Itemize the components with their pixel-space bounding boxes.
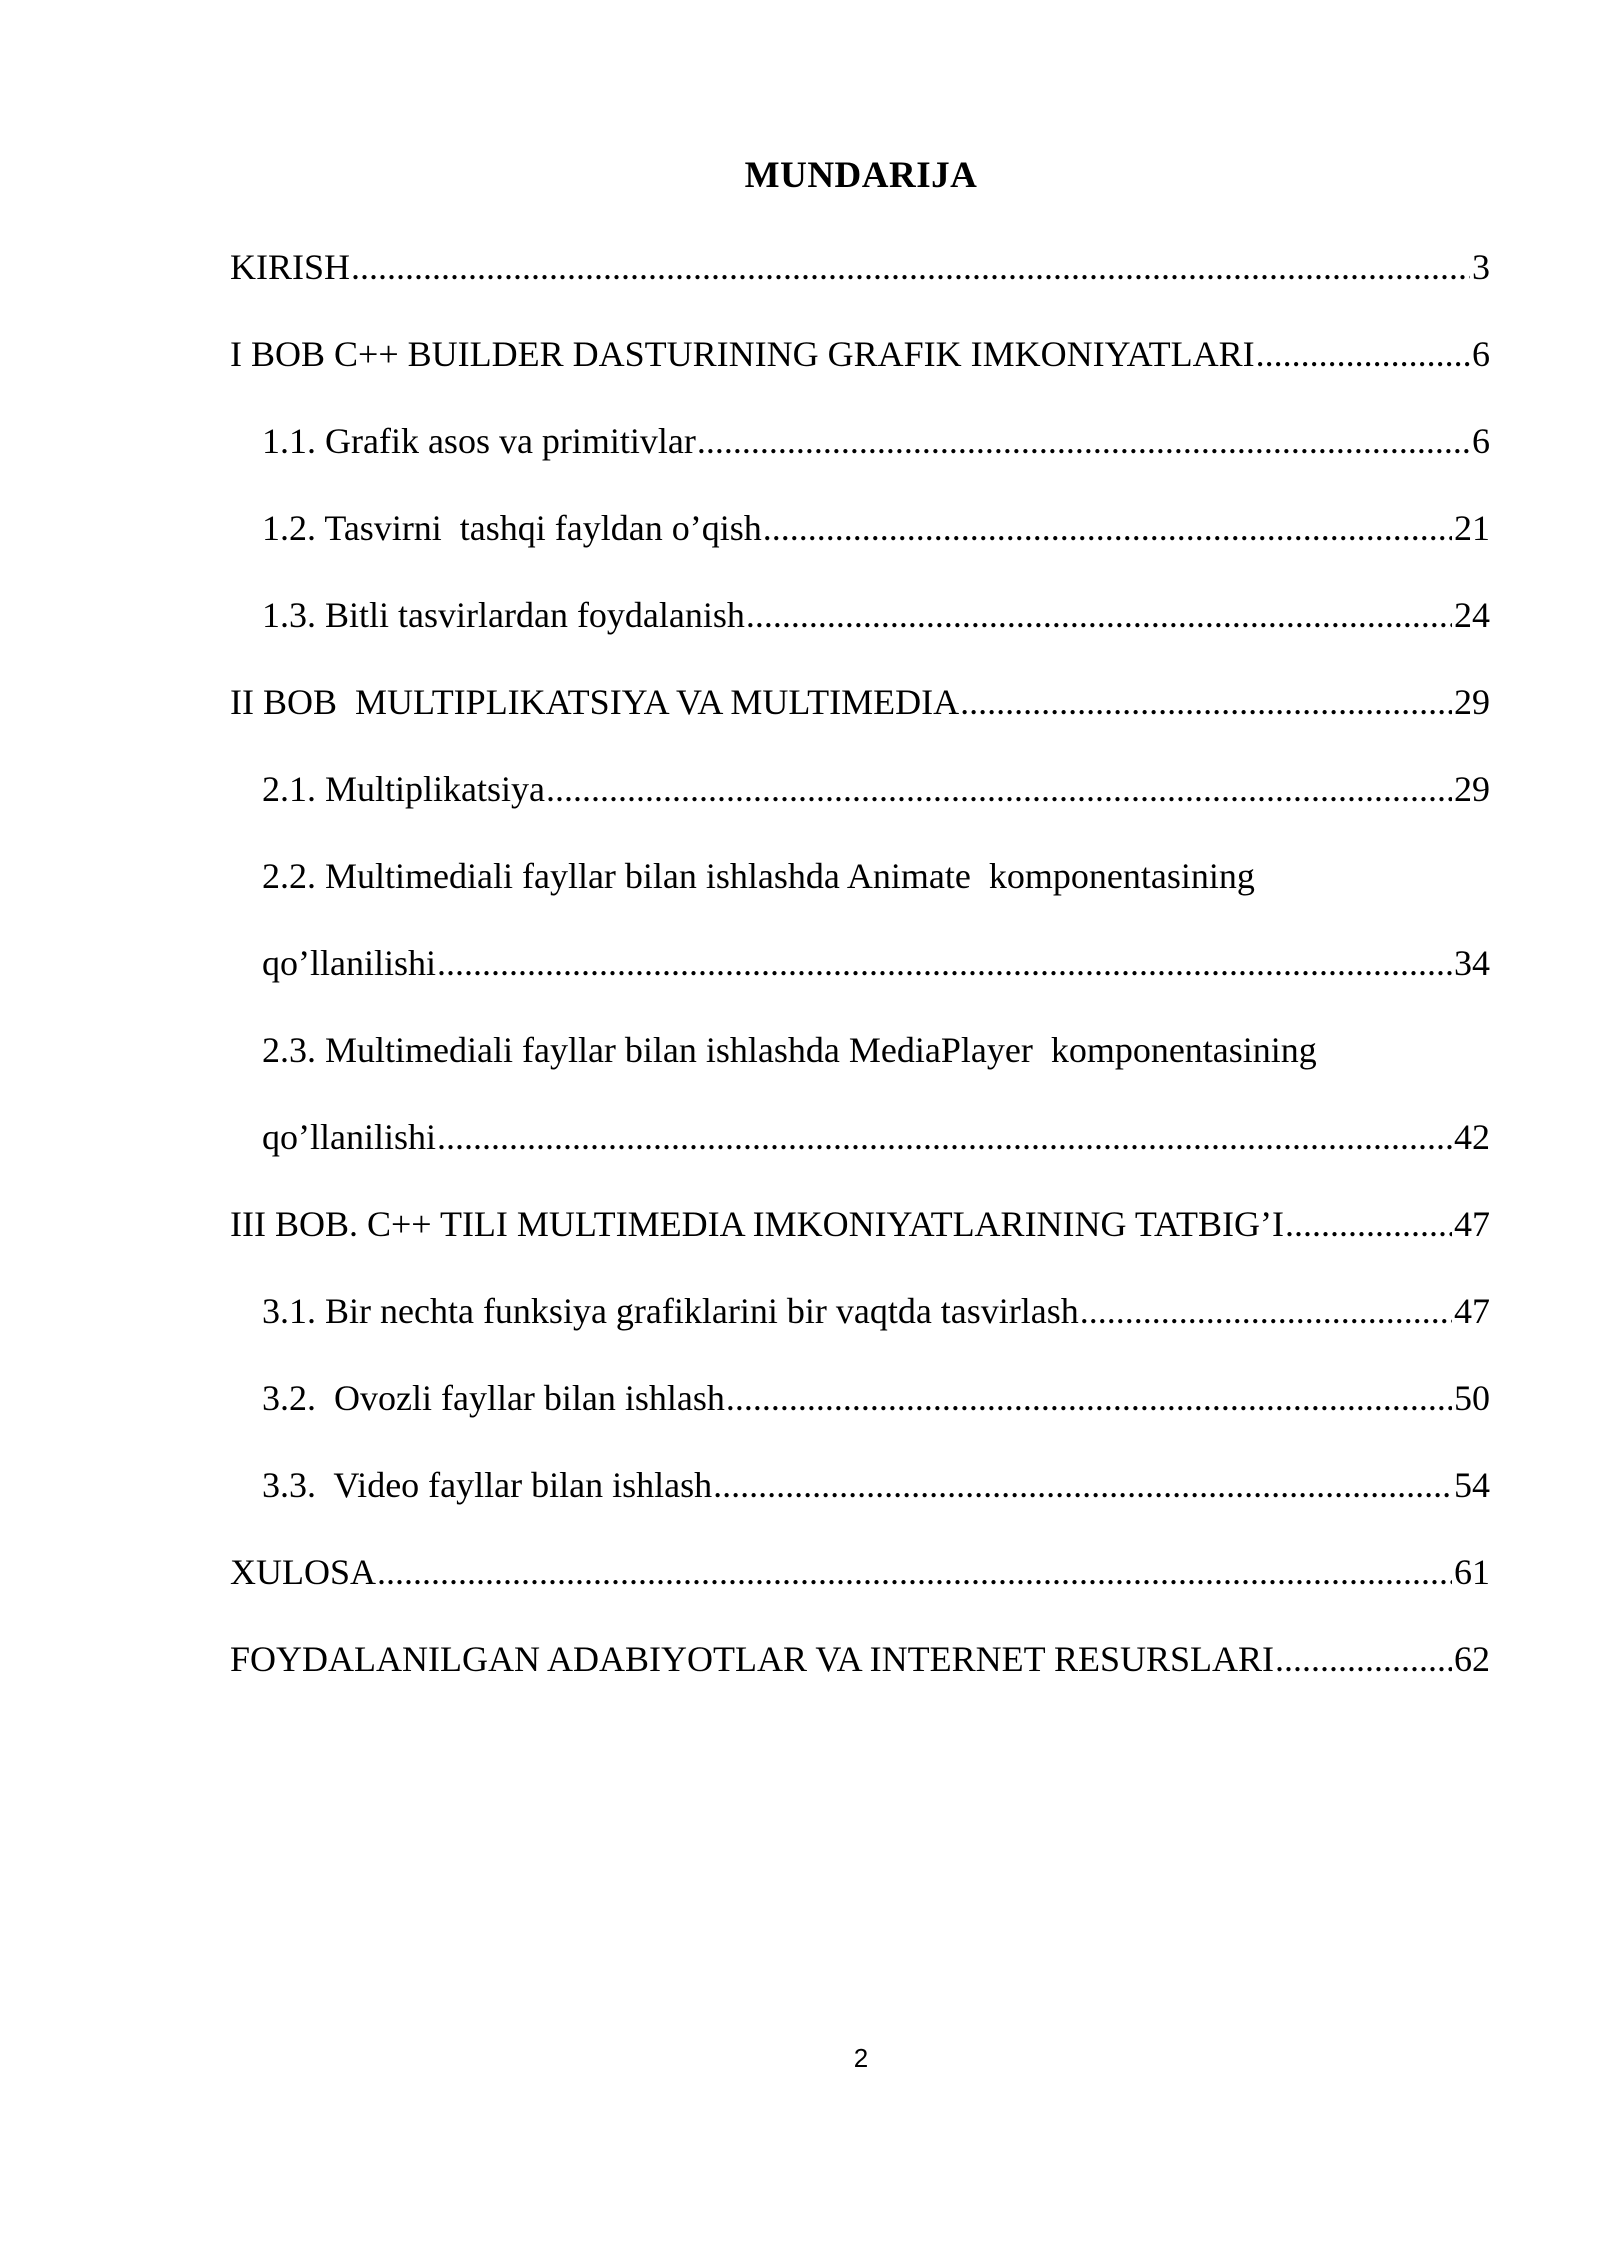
toc-entry-2-3-line-1[interactable] bbox=[230, 1007, 1490, 1094]
toc-entry-2-3-line-2[interactable] bbox=[230, 1094, 1490, 1181]
toc-entry-label-line-1: 2.3. Multimediali fayllar bilan ishlashda MediaPlayer komponentasining bbox=[262, 1030, 1317, 1070]
toc-entry-page: 62 bbox=[1454, 1639, 1490, 1679]
dot-leader bbox=[1274, 1616, 1452, 1703]
toc-entry-page: 21 bbox=[1454, 508, 1490, 548]
dot-leader bbox=[1284, 1181, 1452, 1268]
page-title: MUNDARIJA bbox=[744, 155, 978, 196]
toc-entry-label: qo’llanilishi bbox=[262, 1117, 436, 1157]
toc-entry-page: 6 bbox=[1472, 421, 1490, 461]
toc-entry-xulosa[interactable] bbox=[230, 1529, 1490, 1616]
toc-entry-label: 2.1. Multiplikatsiya bbox=[262, 769, 545, 809]
toc-entry-label-line-1: 2.2. Multimediali fayllar bilan ishlashda Animate komponentasining bbox=[262, 856, 1255, 896]
toc-entry-label: XULOSA bbox=[230, 1552, 377, 1592]
toc-entry-label: 3.3. Video fayllar bilan ishlash bbox=[262, 1465, 713, 1505]
dot-leader bbox=[762, 485, 1452, 572]
toc-entry-1-2[interactable] bbox=[230, 485, 1490, 572]
toc-entry-kirish[interactable] bbox=[230, 224, 1490, 311]
table-of-contents bbox=[230, 224, 1490, 1703]
toc-entry-label: II BOB MULTIPLIKATSIYA VA MULTIMEDIA bbox=[230, 682, 960, 722]
toc-entry-page: 47 bbox=[1454, 1291, 1490, 1331]
dot-leader bbox=[959, 659, 1452, 746]
toc-entry-1-3[interactable] bbox=[230, 572, 1490, 659]
toc-entry-page: 34 bbox=[1454, 943, 1490, 983]
toc-entry-label: KIRISH bbox=[230, 247, 351, 287]
toc-entry-label: 1.3. Bitli tasvirlardan foydalanish bbox=[262, 595, 745, 635]
dot-leader bbox=[545, 746, 1452, 833]
toc-entry-2-2-line-2[interactable] bbox=[230, 920, 1490, 1007]
dot-leader bbox=[436, 920, 1452, 1007]
toc-entry-chapter-3[interactable] bbox=[230, 1181, 1490, 1268]
toc-entry-page: 54 bbox=[1454, 1465, 1490, 1505]
dot-leader bbox=[696, 398, 1470, 485]
toc-entry-references[interactable] bbox=[230, 1616, 1490, 1703]
toc-entry-label: 1.1. Grafik asos va primitivlar bbox=[262, 421, 696, 461]
toc-entry-1-1[interactable] bbox=[230, 398, 1490, 485]
toc-entry-3-1[interactable] bbox=[230, 1268, 1490, 1355]
toc-entry-label: I BOB C++ BUILDER DASTURINING GRAFIK IMKONIYATLARI bbox=[230, 334, 1255, 374]
toc-entry-page: 3 bbox=[1472, 247, 1490, 287]
dot-leader bbox=[745, 572, 1452, 659]
toc-entry-3-3[interactable] bbox=[230, 1442, 1490, 1529]
dot-leader bbox=[376, 1529, 1452, 1616]
toc-entry-label: qo’llanilishi bbox=[262, 943, 436, 983]
dot-leader bbox=[350, 224, 1470, 311]
page-number: 2 bbox=[853, 2043, 869, 2073]
toc-entry-label: III BOB. C++ TILI MULTIMEDIA IMKONIYATLARINING TATBIG’I bbox=[230, 1204, 1284, 1244]
dot-leader bbox=[1079, 1268, 1452, 1355]
toc-entry-page: 29 bbox=[1454, 769, 1490, 809]
toc-entry-3-2[interactable] bbox=[230, 1355, 1490, 1442]
dot-leader bbox=[725, 1355, 1452, 1442]
toc-entry-label: FOYDALANILGAN ADABIYOTLAR VA INTERNET RESURSLARI bbox=[230, 1639, 1275, 1679]
toc-entry-page: 42 bbox=[1454, 1117, 1490, 1157]
toc-entry-2-2-line-1[interactable] bbox=[230, 833, 1490, 920]
toc-entry-label: 1.2. Tasvirni tashqi fayldan o’qish bbox=[262, 508, 762, 548]
dot-leader bbox=[1255, 311, 1470, 398]
toc-entry-label: 3.1. Bir nechta funksiya grafiklarini bir vaqtda tasvirlash bbox=[262, 1291, 1079, 1331]
toc-entry-2-1[interactable] bbox=[230, 746, 1490, 833]
toc-entry-chapter-2[interactable] bbox=[230, 659, 1490, 746]
dot-leader bbox=[712, 1442, 1452, 1529]
toc-entry-page: 47 bbox=[1454, 1204, 1490, 1244]
toc-entry-label: 3.2. Ovozli fayllar bilan ishlash bbox=[262, 1378, 725, 1418]
toc-entry-page: 29 bbox=[1454, 682, 1490, 722]
toc-entry-page: 50 bbox=[1454, 1378, 1490, 1418]
toc-entry-page: 6 bbox=[1472, 334, 1490, 374]
toc-entry-page: 61 bbox=[1454, 1552, 1490, 1592]
toc-entry-chapter-1[interactable] bbox=[230, 311, 1490, 398]
toc-entry-page: 24 bbox=[1454, 595, 1490, 635]
dot-leader bbox=[436, 1094, 1452, 1181]
